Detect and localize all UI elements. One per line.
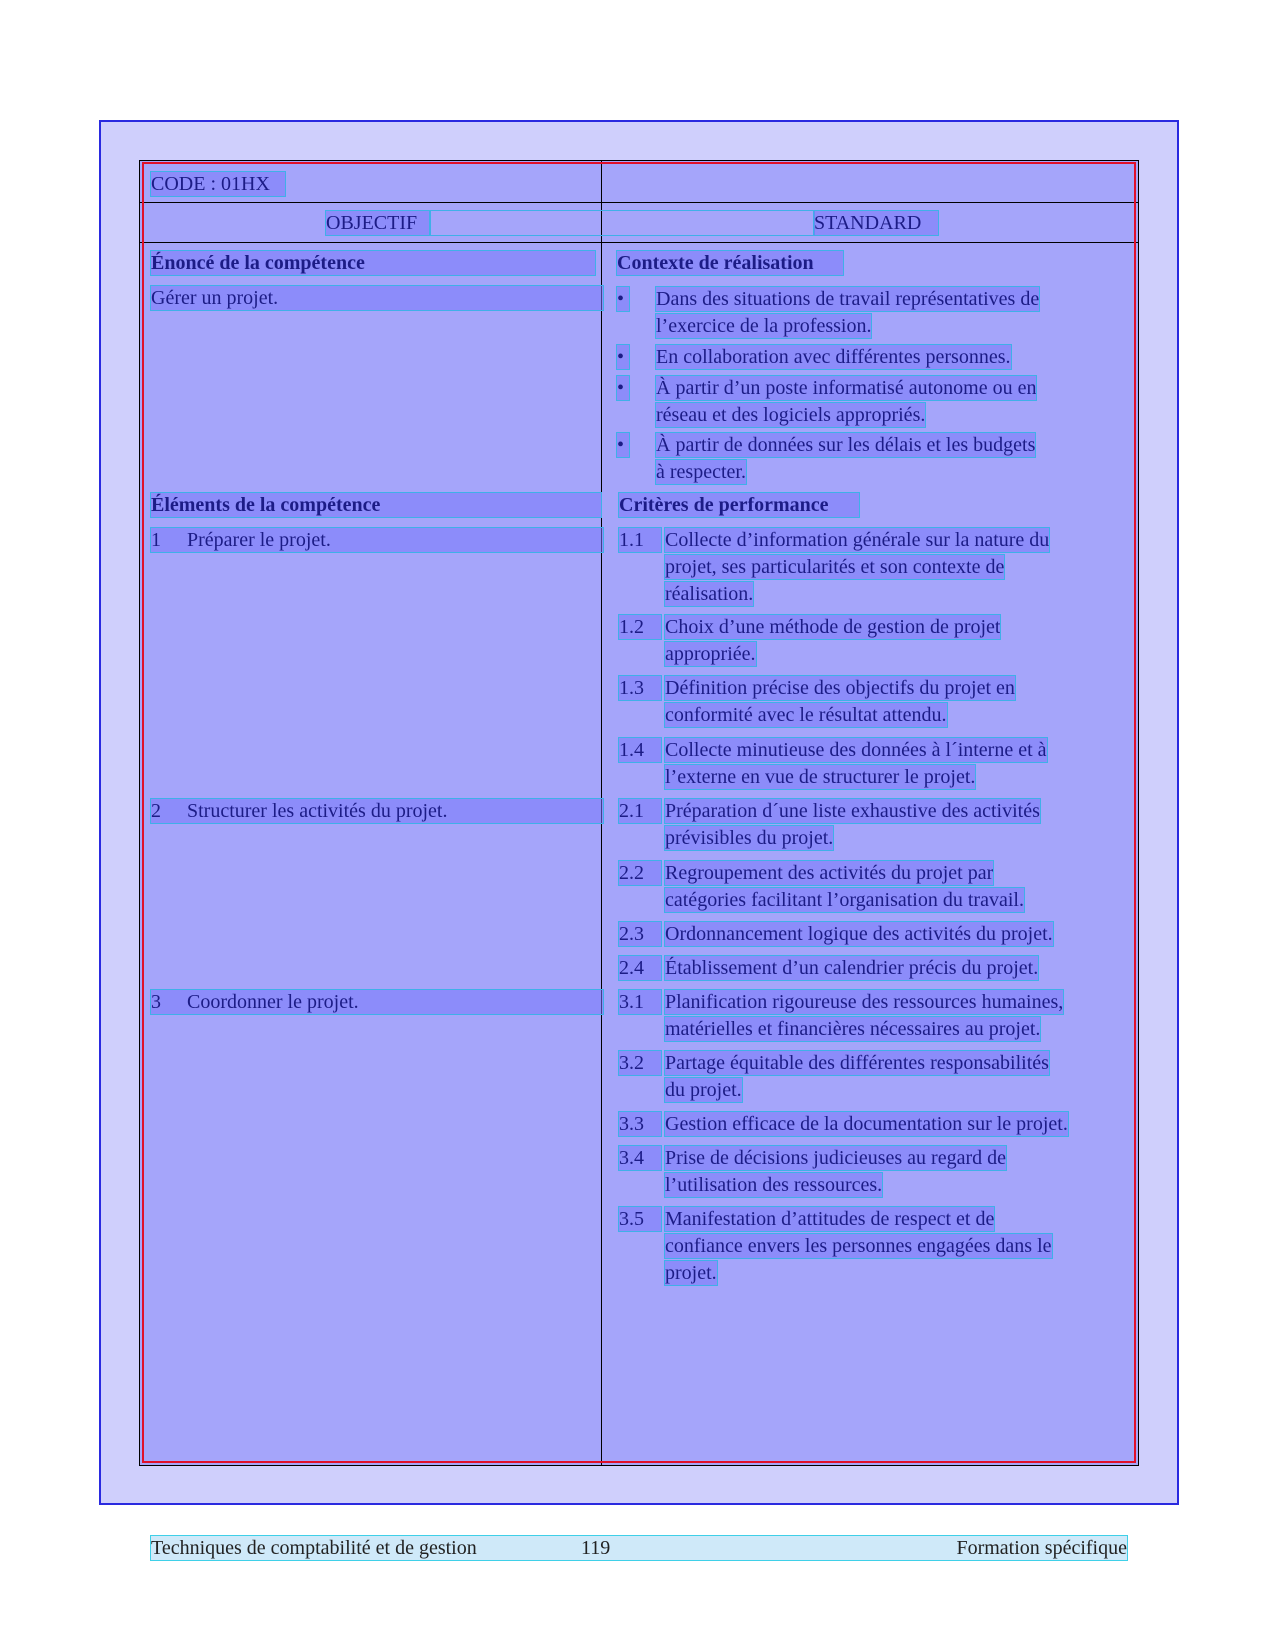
critere-line: projet, ses particularités et son contexte de <box>665 556 1005 578</box>
element-number: 3 <box>151 991 161 1013</box>
element-text: Coordonner le projet. <box>187 991 359 1013</box>
code-label: CODE : 01HX <box>151 172 285 196</box>
contexte-bullet-line: à respecter. <box>656 461 746 483</box>
critere-number: 3.2 <box>619 1051 661 1075</box>
element-number: 2 <box>151 800 161 822</box>
critere-line: conformité avec le résultat attendu. <box>665 704 947 726</box>
critere-number: 1.2 <box>619 615 661 639</box>
critere-line: Établissement d’un calendrier précis du projet. <box>665 957 1039 979</box>
bullet-icon: • <box>617 345 629 369</box>
critere-line: Prise de décisions judicieuses au regard de <box>665 1147 1007 1169</box>
contexte-bullet-line: À partir de données sur les délais et les budgets <box>656 434 1036 456</box>
bullet-icon: • <box>617 287 629 311</box>
row-divider <box>139 242 1139 243</box>
critere-number: 1.4 <box>619 738 661 762</box>
critere-number: 1.1 <box>619 528 661 552</box>
contexte-bullet-line: réseau et des logiciels appropriés. <box>656 404 926 426</box>
critere-line: du projet. <box>665 1079 742 1101</box>
element-item <box>151 990 603 1014</box>
elements-title: Éléments de la compétence <box>151 493 601 517</box>
critere-line: Planification rigoureuse des ressources humaines, <box>665 991 1064 1013</box>
critere-number: 2.2 <box>619 861 661 885</box>
contexte-title: Contexte de réalisation <box>617 251 843 275</box>
element-item <box>151 528 603 552</box>
critere-line: confiance envers les personnes engagées dans le <box>665 1235 1052 1257</box>
header-band <box>430 211 814 235</box>
criteres-title: Critères de performance <box>619 493 859 517</box>
critere-line: Choix d’une méthode de gestion de projet <box>665 616 1001 638</box>
contexte-bullet-line: l’exercice de la profession. <box>656 315 872 337</box>
critere-line: projet. <box>665 1262 717 1284</box>
critere-number: 2.4 <box>619 956 661 980</box>
critere-line: matérielles et financières nécessaires au projet. <box>665 1018 1041 1040</box>
critere-line: Collecte d’information générale sur la nature du <box>665 529 1050 551</box>
enonce-title: Énoncé de la compétence <box>151 251 595 275</box>
critere-line: Ordonnancement logique des activités du projet. <box>665 923 1053 945</box>
contexte-bullet-line: En collaboration avec différentes personnes. <box>656 346 1011 368</box>
critere-number: 3.4 <box>619 1146 661 1170</box>
critere-line: l’utilisation des ressources. <box>665 1174 883 1196</box>
critere-line: Partage équitable des différentes responsabilités <box>665 1052 1049 1074</box>
footer-page-number: 119 <box>581 1537 611 1559</box>
enonce-text: Gérer un projet. <box>151 286 603 310</box>
critere-line: réalisation. <box>665 583 754 605</box>
critere-line: catégories facilitant l’organisation du travail. <box>665 889 1024 911</box>
contexte-bullet-line: À partir d’un poste informatisé autonome ou en <box>656 377 1037 399</box>
critere-line: prévisibles du projet. <box>665 827 834 849</box>
footer-section: Formation spécifique <box>956 1537 1127 1559</box>
footer-program: Techniques de comptabilité et de gestion <box>151 1537 477 1559</box>
critere-number: 3.5 <box>619 1207 661 1231</box>
critere-line: appropriée. <box>665 643 756 665</box>
element-text: Structurer les activités du projet. <box>187 800 448 822</box>
header-standard: STANDARD <box>814 211 938 235</box>
critere-line: Gestion efficace de la documentation sur le projet. <box>665 1113 1068 1135</box>
bullet-icon: • <box>617 376 629 400</box>
critere-line: Collecte minutieuse des données à l´interne et à <box>665 739 1047 761</box>
critere-line: Regroupement des activités du projet par <box>665 862 994 884</box>
bullet-icon: • <box>617 433 629 457</box>
critere-number: 2.1 <box>619 799 661 823</box>
element-text: Préparer le projet. <box>187 529 331 551</box>
critere-line: l’externe en vue de structurer le projet. <box>665 766 976 788</box>
contexte-bullet-line: Dans des situations de travail représentatives de <box>656 288 1040 310</box>
critere-number: 1.3 <box>619 676 661 700</box>
element-item <box>151 799 603 823</box>
critere-line: Manifestation d’attitudes de respect et de <box>665 1208 995 1230</box>
page-footer <box>151 1536 1127 1560</box>
critere-number: 3.1 <box>619 990 661 1014</box>
critere-line: Préparation d´une liste exhaustive des activités <box>665 800 1040 822</box>
row-divider <box>139 202 1139 203</box>
critere-number: 2.3 <box>619 922 661 946</box>
element-number: 1 <box>151 529 161 551</box>
critere-number: 3.3 <box>619 1112 661 1136</box>
critere-line: Définition précise des objectifs du projet en <box>665 677 1015 699</box>
header-objectif: OBJECTIF <box>326 211 430 235</box>
